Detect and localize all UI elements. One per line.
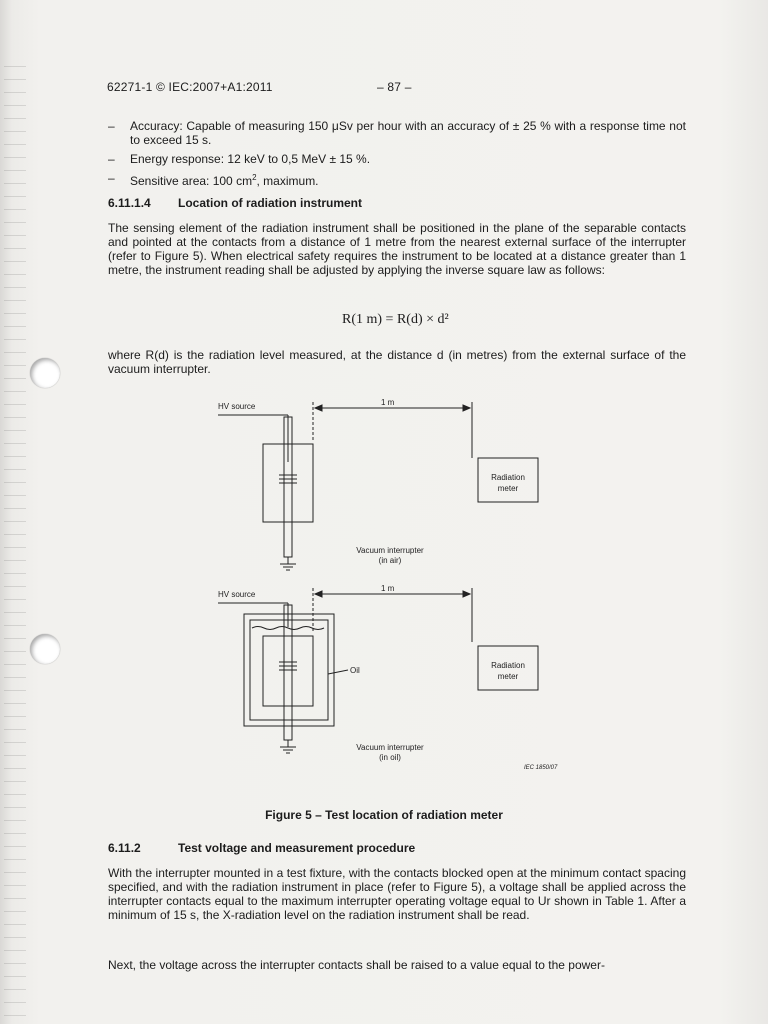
interrupter-air-label-2: (in air)	[378, 556, 402, 565]
bullet-text: Accuracy: Capable of measuring 150 μSv per hour with an accuracy of ± 25 % with a response time not to exceed 15 s.	[130, 119, 686, 147]
oil-leader-line	[328, 670, 348, 674]
arrowhead-right	[463, 405, 470, 411]
bullet-text-part: Sensitive area: 100 cm	[130, 174, 253, 188]
section-heading-6-11-2	[108, 841, 415, 855]
bullet-text	[130, 171, 686, 188]
scan-edge-noise	[4, 60, 26, 1020]
section-number: 6.11.2	[108, 841, 141, 855]
iec-code: IEC 1850/07	[524, 765, 558, 771]
setup-in-air	[218, 398, 538, 570]
interrupter-air-label-1: Vacuum interrupter	[356, 546, 424, 555]
hv-source-label: HV source	[218, 590, 256, 599]
section-title: Location of radiation instrument	[178, 196, 363, 210]
formula-explanation: where R(d) is the radiation level measured, at the distance d (in metres) from the external surface of the vacuum interrupter.	[108, 348, 686, 376]
arrowhead-left	[315, 405, 322, 411]
bullet-dash: –	[108, 119, 115, 133]
figure-5-diagram	[200, 392, 600, 782]
arrowhead-right	[463, 591, 470, 597]
interrupter-oil-label-2: (in oil)	[379, 753, 401, 762]
hv-source-label: HV source	[218, 402, 256, 411]
document-reference: 62271-1 © IEC:2007+A1:2011	[107, 80, 273, 94]
section-title: Test voltage and measurement procedure	[178, 841, 416, 855]
section-heading-6-11-1-4	[108, 196, 362, 210]
section-6-11-2-body: With the interrupter mounted in a test fixture, with the contacts blocked open at the minimum contact spacing specified, and with the radiation instrument in place (refer to Figure 5), a voltage shall be applied across the interrupter contacts equal to the maximum interrupter operating voltage equal to Ur shown in Table 1. After a minimum of 15 s, the X-radiation level on the radiation instrument shall be read.	[108, 866, 686, 922]
section-number: 6.11.1.4	[108, 196, 151, 210]
meter-label-1: Radiation	[491, 473, 525, 482]
punch-hole-upper	[30, 358, 60, 388]
distance-label: 1 m	[381, 584, 395, 593]
oil-label: Oil	[350, 666, 360, 675]
arrowhead-left	[315, 591, 322, 597]
interrupter-body	[263, 636, 313, 706]
inverse-square-formula: R(1 m) = R(d) × d²	[342, 312, 449, 327]
page-number: – 87 –	[377, 80, 412, 94]
setup-in-oil	[218, 584, 558, 771]
interrupter-oil-label-1: Vacuum interrupter	[356, 743, 424, 752]
section-6-11-2-continuation: Next, the voltage across the interrupter contacts shall be raised to a value equal to the power-	[108, 958, 605, 972]
bullet-dash: –	[108, 152, 115, 166]
superscript: 2	[252, 173, 257, 182]
meter-label-1: Radiation	[491, 661, 525, 670]
bullet-text-part: , maximum.	[256, 174, 319, 188]
figure-caption: Figure 5 – Test location of radiation meter	[265, 808, 503, 822]
meter-label-2: meter	[497, 484, 519, 493]
distance-label: 1 m	[381, 398, 395, 407]
bullet-dash: –	[108, 171, 115, 185]
section-body: The sensing element of the radiation instrument shall be positioned in the plane of the separable contacts and pointed at the contacts from a distance of 1 metre from the nearest external surface of the interrupter (refer to Figure 5). When electrical safety requires the instrument to be located at a distance greater than 1 metre, the instrument reading shall be adjusted by applying the inverse square law as follows:	[108, 221, 686, 277]
meter-label-2: meter	[497, 672, 519, 681]
punch-hole-lower	[30, 634, 60, 664]
bullet-text: Energy response: 12 keV to 0,5 MeV ± 15 %.	[130, 152, 371, 166]
